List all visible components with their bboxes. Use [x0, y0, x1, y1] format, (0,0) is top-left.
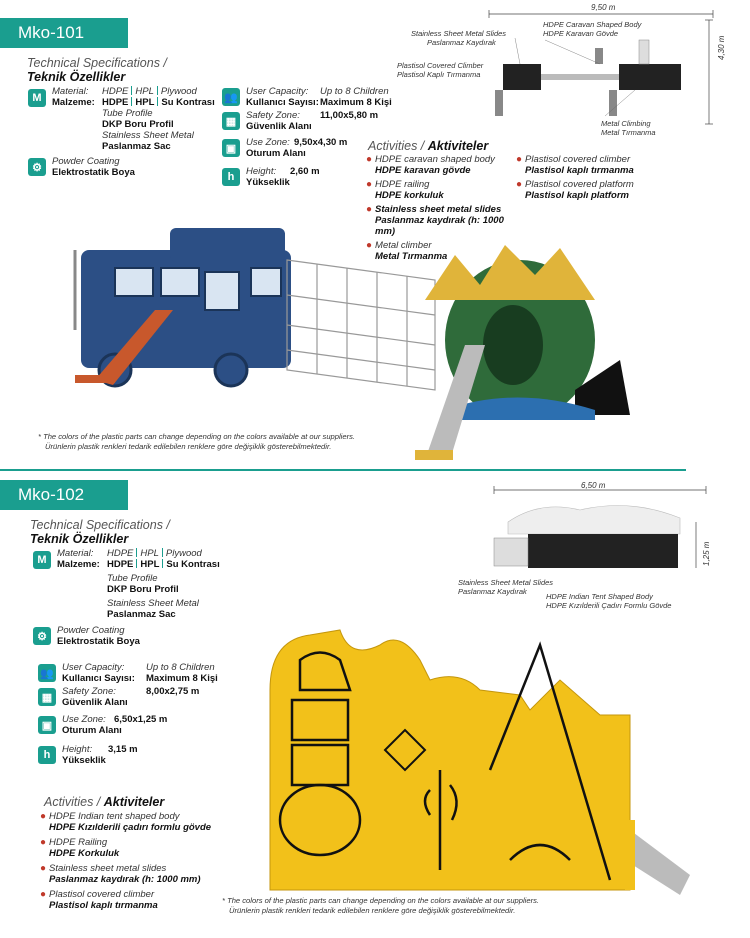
plan-depth: 1,25 m [702, 541, 711, 566]
plan-label-tent [546, 592, 671, 610]
safety-block [62, 686, 199, 708]
use-block [62, 714, 167, 736]
plan-label-tr: Paslanmaz Kaydırak [427, 38, 496, 47]
safety-label-tr: Güvenlik Alanı [246, 121, 312, 132]
plan-label-tr: Metal Tırmanma [601, 128, 656, 137]
disclaimer-en: * The colors of the plastic parts can change depending on the colors available at our suppliers. [222, 896, 540, 905]
disclaimer-101 [38, 432, 355, 452]
plan-label-en: Metal Climbing [601, 119, 651, 128]
use-label-tr: Oturum Alanı [62, 725, 122, 736]
activity-en: Plastisol covered climber [525, 154, 631, 165]
plan-label-en: Plastisol Covered Climber [397, 61, 484, 70]
plan-label-metal [601, 119, 656, 137]
mat-tube-tr: DKP Boru Profil [102, 119, 174, 130]
product-code: Mko-102 [18, 485, 85, 504]
safety-value: 11,00x5,80 m [320, 110, 379, 121]
material-label-en: Material: [52, 86, 89, 97]
capacity-icon: 👥 [222, 88, 240, 106]
mat-hpl-tr: HPL [140, 559, 160, 570]
activity-item: ● Stainless sheet metal slides Paslanmaz kaydırak (h: 1000 mm) [40, 863, 230, 885]
height-icon: h [222, 168, 240, 186]
safety-value: 8,00x2,75 m [146, 686, 200, 697]
coating-icon: ⚙ [28, 158, 46, 176]
coating-block [57, 625, 140, 647]
activities-title [44, 795, 164, 809]
activity-en: Metal climber [375, 240, 432, 251]
height-label-en: Height: [246, 166, 277, 177]
material-block [52, 86, 232, 152]
use-label-en: Use Zone: [246, 137, 290, 148]
mat-hdpe-tr: HDPE [107, 559, 134, 570]
plan-label-tr: Plastisol Kaplı Tırmanma [397, 70, 481, 79]
activity-tr: Plastisol kaplı platform [525, 190, 629, 201]
activity-tr: HDPE Korkuluk [49, 848, 120, 859]
spec-title-tr: Teknik Özellikler [30, 532, 129, 546]
capacity-tr: Maximum 8 Kişi [320, 97, 392, 108]
plan-label-slides [411, 29, 506, 47]
safety-zone-icon: ▦ [222, 112, 240, 130]
height-label-tr: Yükseklik [246, 177, 290, 188]
capacity-tr: Maximum 8 Kişi [146, 673, 218, 684]
activity-en: Plastisol covered climber [49, 889, 155, 900]
coating-block [52, 156, 135, 178]
capacity-block [62, 662, 218, 684]
disclaimer-102 [222, 896, 539, 916]
activity-item: ● HDPE Railing HDPE Korkuluk [40, 837, 230, 859]
activities-col-2 [516, 154, 666, 201]
height-block [62, 744, 138, 766]
disclaimer-tr: Ürünlerin plastik renkleri tedarik edilebilen renklere göre değişiklik gösterebilmektedir. [45, 442, 332, 451]
use-zone-icon: ▣ [38, 716, 56, 734]
product-code: Mko-101 [18, 23, 85, 42]
plan-width: 9,50 m [591, 3, 616, 12]
activity-en: HDPE caravan shaped body [375, 154, 495, 165]
capacity-en: Up to 8 Children [320, 86, 389, 97]
capacity-en: Up to 8 Children [146, 662, 215, 673]
safety-block [246, 110, 378, 132]
mat-hpl-en: HPL [140, 548, 159, 559]
mat-hdpe-en: HDPE [102, 86, 129, 97]
safety-zone-icon: ▦ [38, 688, 56, 706]
product-code-tag [0, 480, 128, 510]
use-value: 9,50x4,30 m [294, 137, 348, 148]
coating-en: Powder Coating [52, 156, 120, 167]
product-illustration-101 [55, 210, 645, 465]
plan-drawing-102 [480, 480, 720, 590]
mat-hdpe-tr: HDPE [102, 97, 129, 108]
mat-steel-en: Stainless Sheet Metal [102, 130, 194, 141]
material-icon: M [33, 551, 51, 569]
height-label-en: Height: [62, 744, 93, 755]
spec-title-tr: Teknik Özellikler [27, 70, 126, 84]
mat-steel-tr: Paslanmaz Sac [107, 609, 176, 620]
product-code-tag [0, 18, 128, 48]
mat-plywood-tr: Su Kontrası [166, 559, 220, 570]
activity-en: Plastisol covered platform [525, 179, 634, 190]
height-value: 3,15 m [108, 744, 138, 755]
activity-item: ● HDPE railing HDPE korkuluk [366, 179, 516, 201]
plan-label-caravan [543, 20, 641, 38]
spec-title [27, 56, 167, 84]
use-zone-icon: ▣ [222, 139, 240, 157]
plan-label-en: Stainless Sheet Metal Slides [458, 578, 554, 587]
coating-icon: ⚙ [33, 627, 51, 645]
safety-label-tr: Güvenlik Alanı [62, 697, 128, 708]
capacity-label-tr: Kullanıcı Sayısı: [62, 673, 135, 684]
activity-en: HDPE railing [375, 179, 430, 190]
coating-tr: Elektrostatik Boya [57, 636, 140, 647]
plan-width: 6,50 m [581, 481, 606, 490]
coating-en: Powder Coating [57, 625, 125, 636]
spec-title-en: Technical Specifications / [27, 56, 167, 70]
height-value: 2,60 m [290, 166, 320, 177]
activity-en: Stainless sheet metal slides [49, 863, 167, 874]
capacity-label-en: User Capacity: [246, 86, 309, 97]
activity-tr: Metal Tırmanma [375, 251, 448, 262]
activities-tr: Aktiviteler [427, 139, 489, 153]
activity-tr: HDPE Kızılderili çadırı formlu gövde [49, 822, 212, 833]
material-label-tr: Malzeme: [52, 97, 95, 108]
material-block [57, 548, 237, 620]
mat-plywood-tr: Su Kontrası [161, 97, 215, 108]
section-divider [0, 469, 686, 471]
capacity-label-en: User Capacity: [62, 662, 125, 673]
material-icon: M [28, 89, 46, 107]
activity-en: Stainless sheet metal slides [375, 204, 502, 215]
activity-tr: Plastisol kaplı tırmanma [49, 900, 158, 911]
mat-hpl-en: HPL [135, 86, 154, 97]
activity-tr: HDPE karavan gövde [375, 165, 471, 176]
use-value: 6,50x1,25 m [114, 714, 168, 725]
plan-label-en: Stainless Sheet Metal Slides [411, 29, 507, 38]
use-label-tr: Oturum Alanı [246, 148, 306, 159]
capacity-block [246, 86, 392, 108]
plan-label-en: HDPE Indian Tent Shaped Body [546, 592, 653, 601]
height-block [246, 166, 320, 188]
mat-hpl-tr: HPL [135, 97, 155, 108]
coating-tr: Elektrostatik Boya [52, 167, 135, 178]
spec-title-en: Technical Specifications / [30, 518, 170, 532]
activity-item: ● Metal climber Metal Tırmanma [366, 240, 516, 262]
plan-label-plastisol [397, 61, 483, 79]
activity-item: ● Plastisol covered climber Plastisol kaplı tırmanma [40, 889, 230, 911]
activities-list [40, 811, 230, 911]
plan-depth: 4,30 m [717, 35, 726, 60]
plan-label-tr: HDPE Karavan Gövde [543, 29, 619, 38]
activity-item: ● HDPE Indian tent shaped body HDPE Kızılderili çadırı formlu gövde [40, 811, 230, 833]
activities-en: Activities / [368, 139, 425, 153]
product-illustration-102 [230, 620, 700, 905]
material-label-en: Material: [57, 548, 94, 559]
mat-tube-en: Tube Profile [107, 573, 158, 584]
mat-steel-en: Stainless Sheet Metal [107, 598, 199, 609]
capacity-label-tr: Kullanıcı Sayısı: [246, 97, 319, 108]
activity-item: ● Stainless sheet metal slides Paslanmaz kaydırak (h: 1000 mm) [366, 204, 516, 237]
spec-title [30, 518, 170, 546]
plan-label-en: HDPE Caravan Shaped Body [543, 20, 642, 29]
activity-en: HDPE Railing [49, 837, 108, 848]
mat-steel-tr: Paslanmaz Sac [102, 141, 171, 152]
activity-tr: Paslanmaz kaydırak (h: 1000 mm) [375, 215, 504, 237]
activity-tr: HDPE korkuluk [375, 190, 444, 201]
use-label-en: Use Zone: [62, 714, 106, 725]
plan-label-tr: HDPE Kızılderili Çadırı Formlu Gövde [546, 601, 672, 610]
safety-label-en: Safety Zone: [62, 686, 116, 697]
safety-label-en: Safety Zone: [246, 110, 300, 121]
capacity-icon: 👥 [38, 664, 56, 682]
mat-plywood-en: Plywood [160, 86, 197, 97]
mat-plywood-en: Plywood [165, 548, 202, 559]
activity-item: ● Plastisol covered climber Plastisol kaplı tırmanma [516, 154, 666, 176]
activity-item: ● HDPE caravan shaped body HDPE karavan gövde [366, 154, 516, 176]
plan-label-slides [458, 578, 553, 596]
disclaimer-tr: Ürünlerin plastik renkleri tedarik edilebilen renklere göre değişiklik gösterebilmektedir. [229, 906, 516, 915]
height-label-tr: Yükseklik [62, 755, 106, 766]
mat-hdpe-en: HDPE [107, 548, 134, 559]
material-label-tr: Malzeme: [57, 559, 100, 570]
activities-en: Activities / [44, 795, 101, 809]
activity-item: ● Plastisol covered platform Plastisol kaplı platform [516, 179, 666, 201]
use-block [246, 137, 347, 159]
disclaimer-en: * The colors of the plastic parts can change depending on the colors available at our suppliers. [38, 432, 356, 441]
activities-tr: Aktiviteler [103, 795, 165, 809]
activity-tr: Paslanmaz kaydırak (h: 1000 mm) [49, 874, 201, 885]
height-icon: h [38, 746, 56, 764]
mat-tube-tr: DKP Boru Profil [107, 584, 179, 595]
activity-en: HDPE Indian tent shaped body [49, 811, 180, 822]
activities-title [368, 139, 488, 153]
plan-label-tr: Paslanmaz Kaydırak [458, 587, 527, 596]
activity-tr: Plastisol kaplı tırmanma [525, 165, 634, 176]
mat-tube-en: Tube Profile [102, 108, 153, 119]
